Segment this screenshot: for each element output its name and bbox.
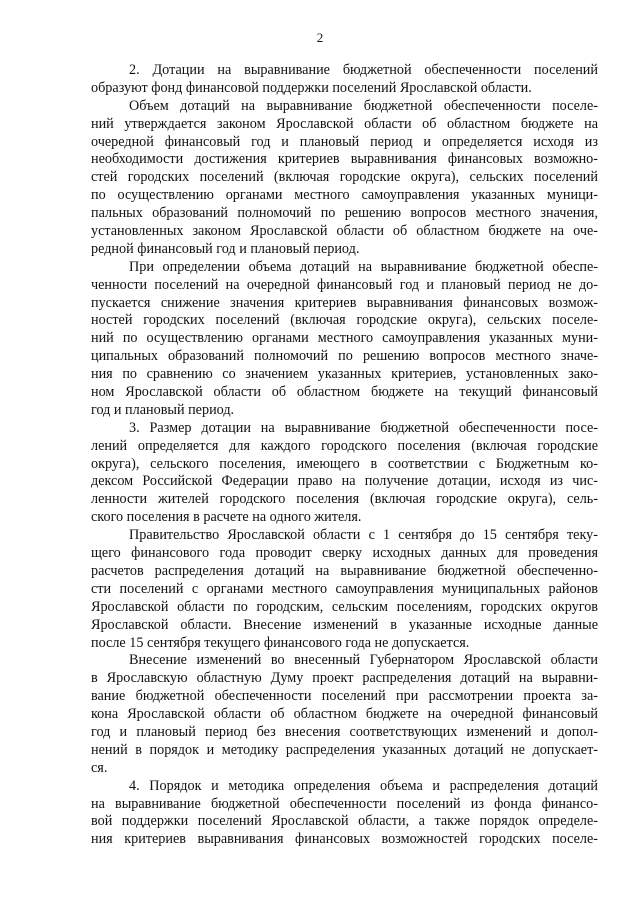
paragraph [91,259,598,420]
text-line: редной финансовый год и плановый период. [91,240,360,257]
text-line: по осуществлению органами местного самоуправления указанных муници- [91,187,598,204]
page-number: 2 [316,30,324,45]
text-line: 2. Дотации на выравнивание бюджетной обеспеченности поселений [129,62,598,78]
text-line: дексом Российской Федерации право на получение дотации, исходя из чис- [91,473,598,490]
text-line: ского поселения в расчете на одного жителя. [91,509,362,526]
text-line: лений определяется для каждого городского поселения (включая городские [91,437,598,454]
text-line: ния по сравнению со значением указанных критериев, установленных зако- [91,366,598,383]
text-line: год и плановый период без внесения соответствующих изменений и допол- [91,723,598,740]
text-line: ния критериев выравнивания финансовых возможностей городских поселе- [91,831,598,848]
text-line: кона Ярославской области об областном бюджете на очередной финансовый [91,706,598,723]
text-line: пускается снижение значения критериев выравнивания финансовых возмож- [91,294,598,311]
text-line: ном Ярославской области об областном бюджете на текущий финансовый [91,384,598,401]
text-line: очередной финансовый год и плановый период и определяется исходя из [91,133,598,150]
text-line: ся. [91,759,108,776]
paragraph [91,98,598,259]
paragraph [91,527,598,652]
text-line: ленности жителей городского поселения (включая городские округа), сель- [91,491,598,508]
text-line: сти поселений с органами местного самоуправления муниципальных районов [91,580,598,597]
paragraph [91,652,598,777]
text-line: расчетов распределения дотаций на выравнивание бюджетной обеспеченно- [91,562,598,579]
text-line: стей городских поселений (включая городские округа), сельских поселений [91,169,598,186]
paragraph [91,778,598,850]
text-line: нений в порядок и методику распределения указанных дотаций не допускает- [91,741,598,758]
text-line: Правительство Ярославской области с 1 сентября до 15 сентября теку- [129,527,598,544]
text-line: ний утверждается законом Ярославской области об областном бюджете на [91,115,598,132]
paragraph [91,62,598,98]
text-line: ченности поселений на очередной финансовый год и плановый период не до- [91,276,598,293]
text-line: вой поддержки поселений Ярославской области, а также порядок определе- [91,813,598,830]
body-text [91,62,598,849]
paragraph [91,420,598,527]
text-line: образуют фонд финансовой поддержки поселений Ярославской области. [91,79,532,96]
text-line: необходимости достижения критериев выравнивания финансовых возможно- [91,151,598,168]
text-line: Объем дотаций на выравнивание бюджетной обеспеченности поселе- [129,97,598,114]
text-line: щего финансового года проводит сверку исходных данных для проведения [91,545,598,562]
text-line: пальных образований полномочий по решению вопросов местного значения, [91,205,598,222]
text-line: ципальных образований полномочий по решению вопросов местного значе- [91,348,598,365]
text-line: При определении объема дотаций на выравнивание бюджетной обеспе- [129,258,598,275]
text-line: Внесение изменений во внесенный Губернатором Ярославской области [129,652,598,669]
text-line: ний по осуществлению органами местного самоуправления указанных муни- [91,330,598,347]
text-line: 3. Размер дотации на выравнивание бюджетной обеспеченности посе- [129,419,598,436]
text-line: год и плановый период. [91,401,235,418]
text-line: в Ярославскую областную Думу проект распределения дотаций на выравни- [91,670,598,687]
text-line: Ярославской области по городским, сельским поселениям, городских округов [91,598,598,615]
text-line: округа), сельского поселения, имеющего в соответствии с Бюджетным ко- [91,455,598,472]
text-line: ностей городских поселений (включая городские округа), сельских поселе- [91,312,598,329]
text-line: вание бюджетной обеспеченности поселений при рассмотрении проекта за- [91,688,598,705]
text-line: Ярославской области. Внесение изменений в указанные исходные данные [91,616,598,633]
text-line: 4. Порядок и методика определения объема и распределения дотаций [129,777,598,794]
text-line: на выравнивание бюджетной обеспеченности поселений из фонда финансо- [91,795,598,812]
text-line: установленных законом Ярославской области об областном бюджете на оче- [91,223,598,240]
text-line: после 15 сентября текущего финансового года не допускается. [91,634,470,651]
